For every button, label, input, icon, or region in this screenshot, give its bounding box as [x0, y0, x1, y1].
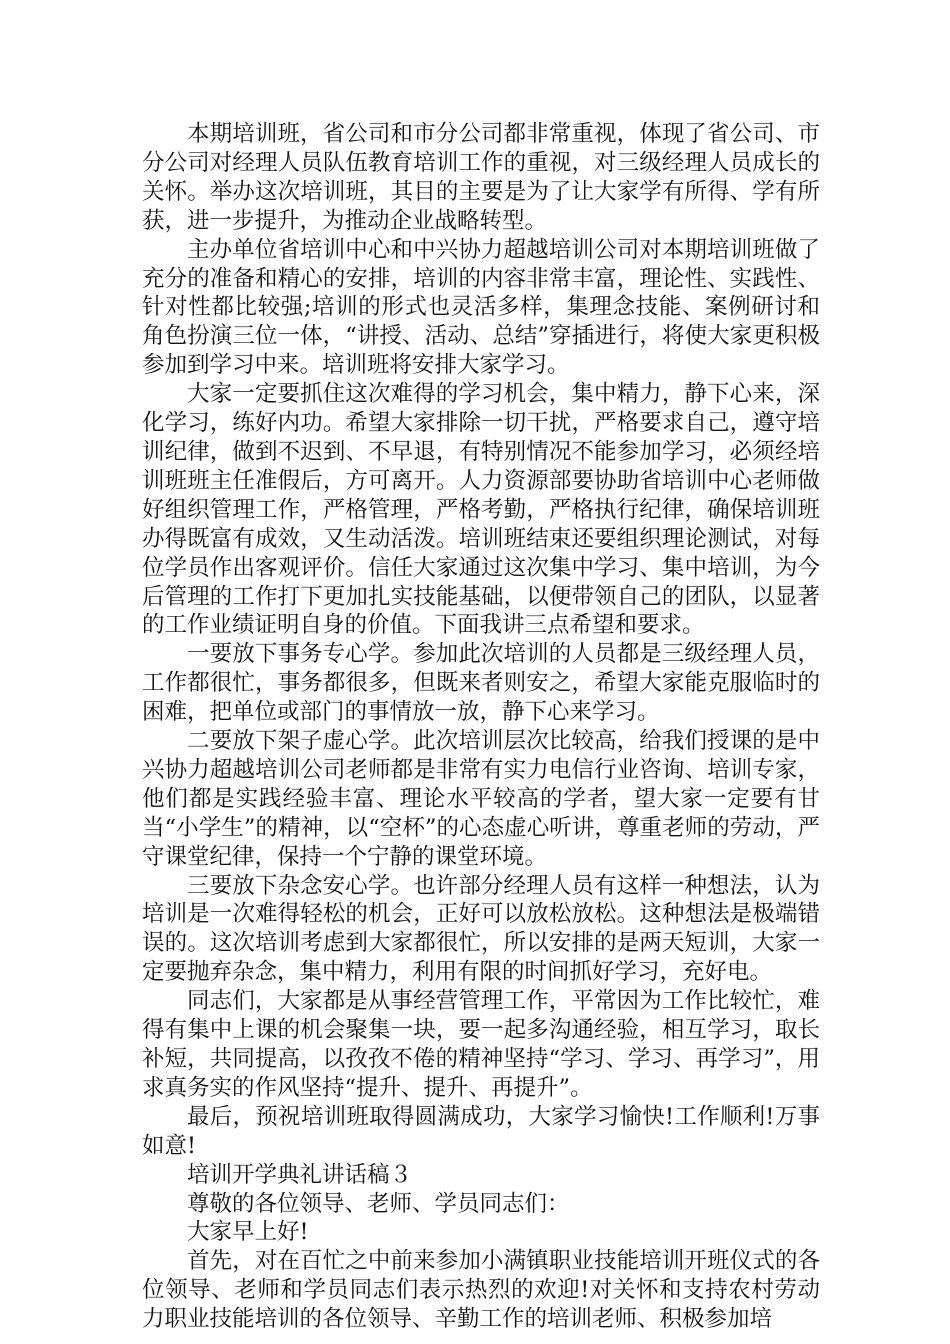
paragraph-5: 二要放下架子虚心学。此次培训层次比较高，给我们授课的是中兴协力超越培训公司老师都是非常有实力电信行业咨询、培训专家，他们都是实践经验丰富、理论水平较高的学者，望大家一定要有甘当“小学生”的精神，以“空杯”的心态虚心听讲，尊重老师的劳动，严守课堂纪律，保持一个宁静的课堂环境。: [142, 728, 820, 870]
document-body: [142, 120, 820, 1334]
paragraph-1: 本期培训班，省公司和市分公司都非常重视，体现了省公司、市分公司对经理人员队伍教育培训工作的重视，对三级经理人员成长的关怀。举办这次培训班，其目的主要是为了让大家学有所得、学有所获，进一步提升，为推动企业战略转型。: [142, 121, 820, 234]
greeting: 大家早上好!: [187, 1219, 309, 1246]
paragraph-12: 首先，对在百忙之中前来参加小满镇职业技能培训开班仪式的各位领导、老师和学员同志们表示热烈的欢迎!对关怀和支持农村劳动力职业技能培训的各位领导、辛勤工作的培训老师、积极参加培: [142, 1248, 820, 1333]
paragraph-2: 主办单位省培训中心和中兴协力超越培训公司对本期培训班做了充分的准备和精心的安排，培训的内容非常丰富，理论性、实践性、针对性都比较强;培训的形式也灵活多样，集理念技能、案例研讨和角色扮演三位一体，“讲授、活动、总结”穿插进行，将使大家更积极参加到学习中来。培训班将安排大家学习。: [142, 236, 820, 379]
salutation: 尊敬的各位领导、老师、学员同志们：: [187, 1190, 570, 1217]
paragraph-7: 同志们，大家都是从事经营管理工作，平常因为工作比较忙，难得有集中上课的机会聚集一块，要一起多沟通经验，相互学习，取长补短，共同提高，以孜孜不倦的精神坚持“学习、学习、再学习”，用求真务实的作风坚持“提升、提升、再提升”。: [142, 988, 820, 1101]
paragraph-6: 三要放下杂念安心学。也许部分经理人员有这样一种想法，认为培训是一次难得轻松的机会，正好可以放松放松。这种想法是极端错误的。这次培训考虑到大家都很忙，所以安排的是两天短训，大家一定要抛弃杂念，集中精力，利用有限的时间抓好学习，充好电。: [142, 872, 820, 986]
paragraph-8: 最后，预祝培训班取得圆满成功，大家学习愉快!工作顺利!万事如意!: [142, 1103, 820, 1159]
paragraph-4: 一要放下事务专心学。参加此次培训的人员都是三级经理人员，工作都很忙，事务都很多，但既来者则安之，希望大家能克服临时的困难，把单位或部门的事情放一放，静下心来学习。: [142, 641, 820, 726]
section-heading: 培训开学典礼讲话稿３: [187, 1161, 413, 1188]
paragraph-3: 大家一定要抓住这次难得的学习机会，集中精力，静下心来，深化学习，练好内功。希望大家排除一切干扰，严格要求自己，遵守培训纪律，做到不迟到、不早退，有特别情况不能参加学习，必须经培训班班主任准假后，方可离开。人力资源部要协助省培训中心老师做好组织管理工作，严格管理，严格考勤，严格执行纪律，确保培训班办得既富有成效，又生动活泼。培训班结束还要组织理论测试，对每位学员作出客观评价。信任大家通过这次集中学习、集中培训，为今后管理的工作打下更加扎实技能基础，以便带领自己的团队，以显著的工作业绩证明自身的价值。下面我讲三点希望和要求。: [142, 381, 820, 639]
